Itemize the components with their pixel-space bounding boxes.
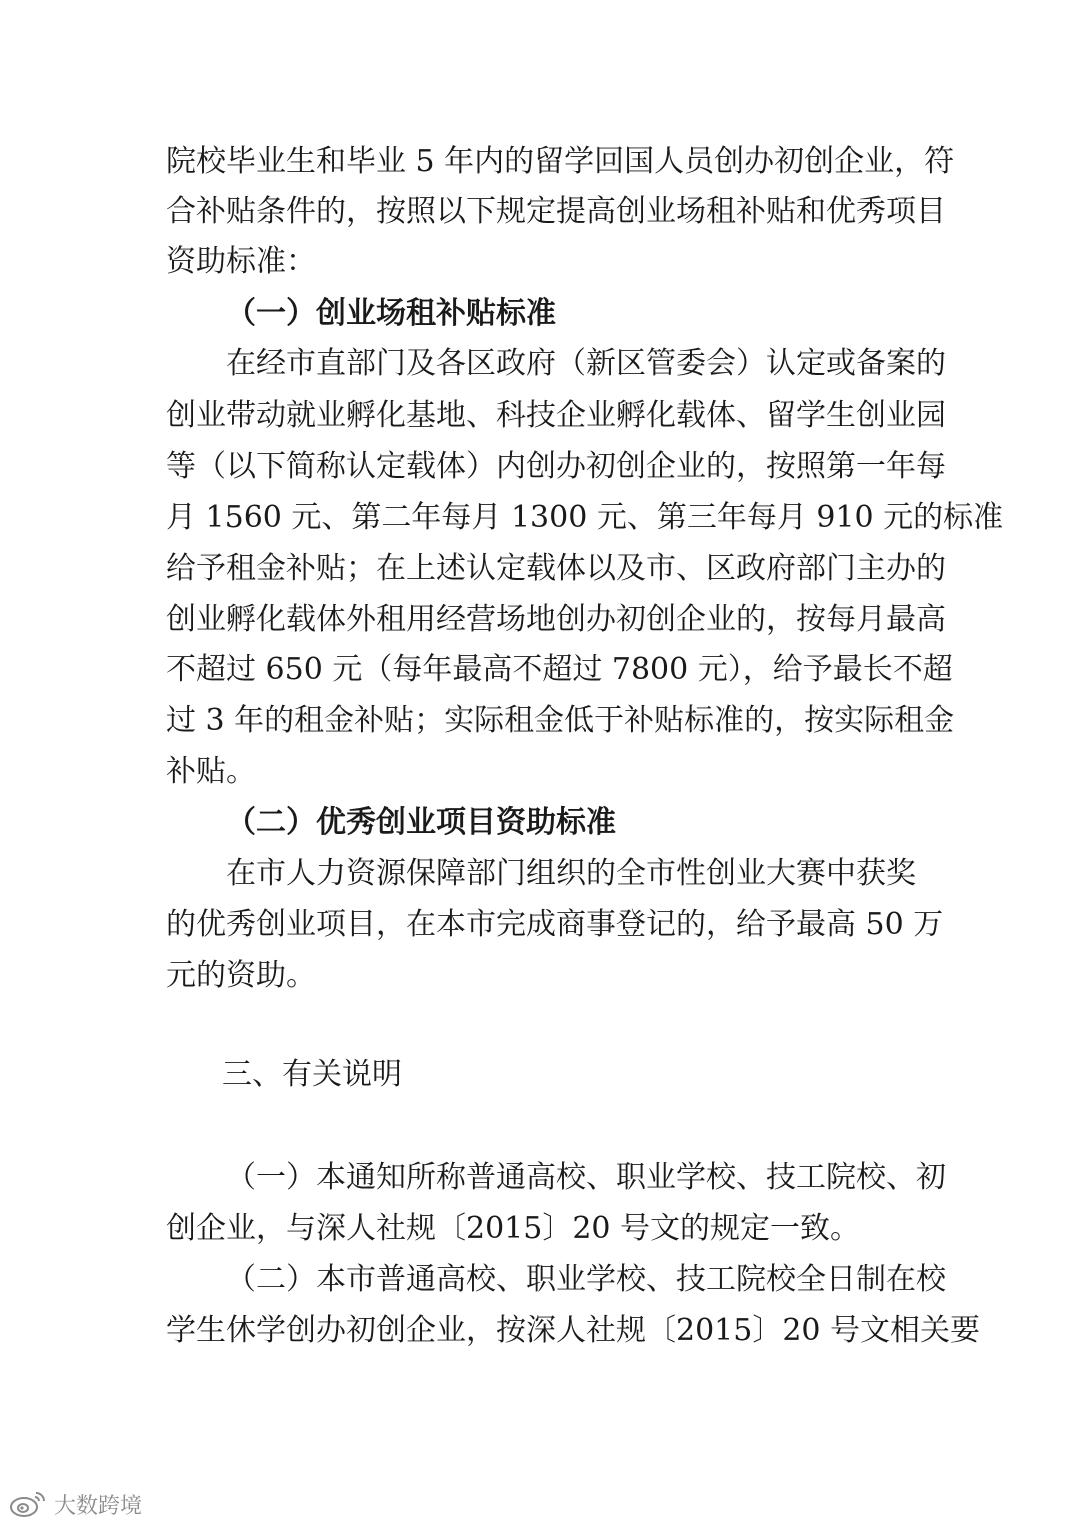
section-heading: 三、有关说明 xyxy=(222,1057,402,1092)
watermark-text: 大数跨境 xyxy=(54,1493,143,1519)
paragraph-line: 补贴。 xyxy=(166,754,256,789)
paragraph-line: 在市人力资源保障部门组织的全市性创业大赛中获奖 xyxy=(226,856,916,891)
paragraph-line: 过 3 年的租金补贴；实际租金低于补贴标准的，按实际租金 xyxy=(166,703,955,738)
paragraph-line: （二）本市普通高校、职业学校、技工院校全日制在校 xyxy=(226,1262,946,1297)
paragraph-line: 元的资助。 xyxy=(166,958,316,993)
paragraph-line: 月 1560 元、第二年每月 1300 元、第三年每月 910 元的标准 xyxy=(166,500,1004,535)
paragraph-line: （一）本通知所称普通高校、职业学校、技工院校、初 xyxy=(226,1160,946,1195)
watermark xyxy=(8,1487,142,1521)
paragraph-line: 院校毕业生和毕业 5 年内的留学回国人员创办初创企业，符 xyxy=(166,144,955,179)
paragraph-line: 不超过 650 元（每年最高不超过 7800 元），给予最长不超 xyxy=(166,652,953,687)
paragraph-line: 合补贴条件的，按照以下规定提高创业场租补贴和优秀项目 xyxy=(166,194,946,229)
subheading-project-funding: （二）优秀创业项目资助标准 xyxy=(226,805,616,840)
paragraph-line: 学生休学创办初创企业，按深人社规〔2015〕20 号文相关要 xyxy=(166,1313,981,1348)
paragraph-line: 创企业，与深人社规〔2015〕20 号文的规定一致。 xyxy=(166,1211,861,1246)
paragraph-line: 资助标准： xyxy=(166,244,316,279)
paragraph-line: 在经市直部门及各区政府（新区管委会）认定或备案的 xyxy=(226,346,946,381)
subheading-rent-subsidy: （一）创业场租补贴标准 xyxy=(226,296,556,331)
weibo-icon xyxy=(8,1489,48,1519)
paragraph-line: 给予租金补贴；在上述认定载体以及市、区政府部门主办的 xyxy=(166,551,946,586)
paragraph-line: 的优秀创业项目，在本市完成商事登记的，给予最高 50 万 xyxy=(166,907,944,942)
paragraph-line: 创业带动就业孵化基地、科技企业孵化载体、留学生创业园 xyxy=(166,398,946,433)
paragraph-line: 创业孵化载体外租用经营场地创办初创企业的，按每月最高 xyxy=(166,602,946,637)
paragraph-line: 等（以下简称认定载体）内创办初创企业的，按照第一年每 xyxy=(166,449,946,484)
